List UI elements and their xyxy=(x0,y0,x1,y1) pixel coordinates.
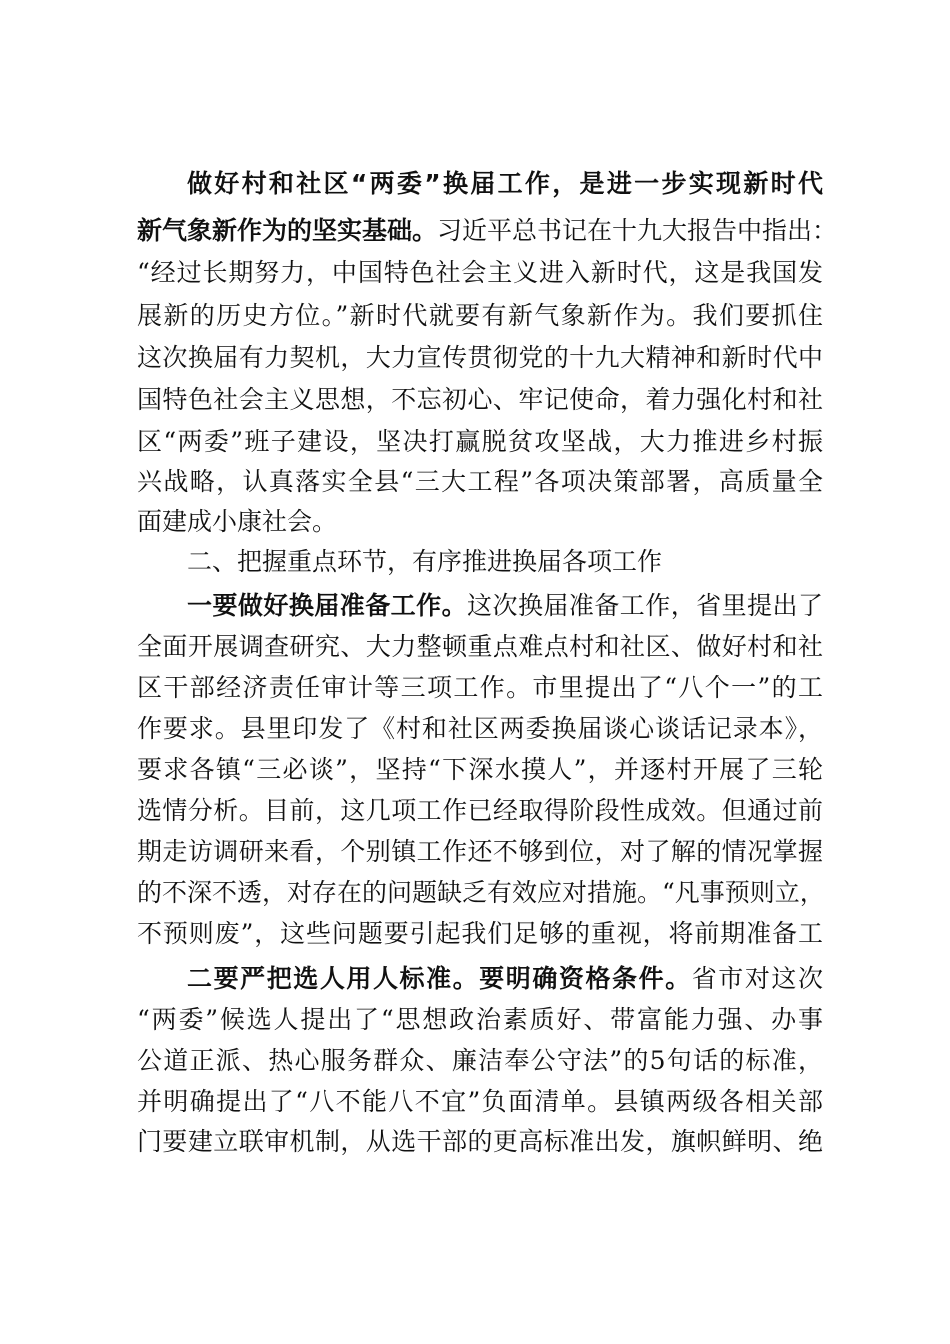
text-run: 习近平总书记在十九大报告中指出： xyxy=(437,216,838,245)
paragraph-line: 国特色社会主义思想，不忘初心、牢记使命，着力强化村和社 xyxy=(137,385,823,414)
text-run: 这次换届准备工作，省里提出了 xyxy=(467,591,823,620)
paragraph-line: 展新的历史方位。”新时代就要有新气象新作为。我们要抓住 xyxy=(137,301,823,330)
paragraph-line: 这次换届有力契机，大力宣传贯彻党的十九大精神和新时代中 xyxy=(137,343,823,372)
paragraph-line: 全面开展调查研究、大力整顿重点难点村和社区、做好村和社 xyxy=(137,632,823,661)
paragraph-line: 的不深不透，对存在的问题缺乏有效应对措施。“凡事预则立， xyxy=(137,878,825,907)
paragraph-line: 并明确提出了“八不能八不宜”负面清单。县镇两级各相关部 xyxy=(137,1087,823,1116)
text-run: 省市对这次 xyxy=(691,964,823,993)
paragraph-line: 门要建立联审机制，从选干部的更高标准出发，旗帜鲜明、绝 xyxy=(137,1127,823,1156)
paragraph-line: 区干部经济责任审计等三项工作。市里提出了“八个一”的工 xyxy=(137,673,823,702)
paragraph-line: 要求各镇“三必谈”，坚持“下深水摸人”，并逐村开展了三轮 xyxy=(137,755,823,784)
bold-phrase: 新气象新作为的坚实基础。 xyxy=(137,216,438,245)
paragraph-line xyxy=(137,211,838,251)
paragraph-line: 作要求。县里印发了《村和社区两委换届谈心谈话记录本》， xyxy=(137,714,823,743)
bold-phrase: 二要严把选人用人标准。要明确资格条件。 xyxy=(187,964,692,993)
paragraph-line: 区“两委”班子建设，坚决打赢脱贫攻坚战，大力推进乡村振 xyxy=(137,427,823,456)
bold-phrase: 一要做好换届准备工作。 xyxy=(187,591,468,620)
paragraph-lead-line: 做好村和社区“两委”换届工作，是进一步实现新时代 xyxy=(187,169,823,198)
section-heading: 二、把握重点环节，有序推进换届各项工作 xyxy=(187,547,663,576)
paragraph-line: 兴战略，认真落实全县“三大工程”各项决策部署，高质量全 xyxy=(137,467,823,496)
paragraph-line xyxy=(187,586,823,626)
paragraph-line: “两委”候选人提出了“思想政治素质好、带富能力强、办事 xyxy=(137,1005,823,1034)
paragraph-line: 选情分析。目前，这几项工作已经取得阶段性成效。但通过前 xyxy=(137,796,823,825)
paragraph-line: “经过长期努力，中国特色社会主义进入新时代，这是我国发 xyxy=(137,258,823,287)
paragraph-line xyxy=(187,959,823,999)
paragraph-line: 不预则废”，这些问题要引起我们足够的重视，将前期准备工 xyxy=(137,919,823,948)
paragraph-line: 期走访调研来看，个别镇工作还不够到位，对了解的情况掌握 xyxy=(137,837,823,866)
paragraph-line: 面建成小康社会。 xyxy=(137,507,338,536)
paragraph-line: 公道正派、热心服务群众、廉洁奉公守法”的5句话的标准， xyxy=(137,1046,823,1075)
